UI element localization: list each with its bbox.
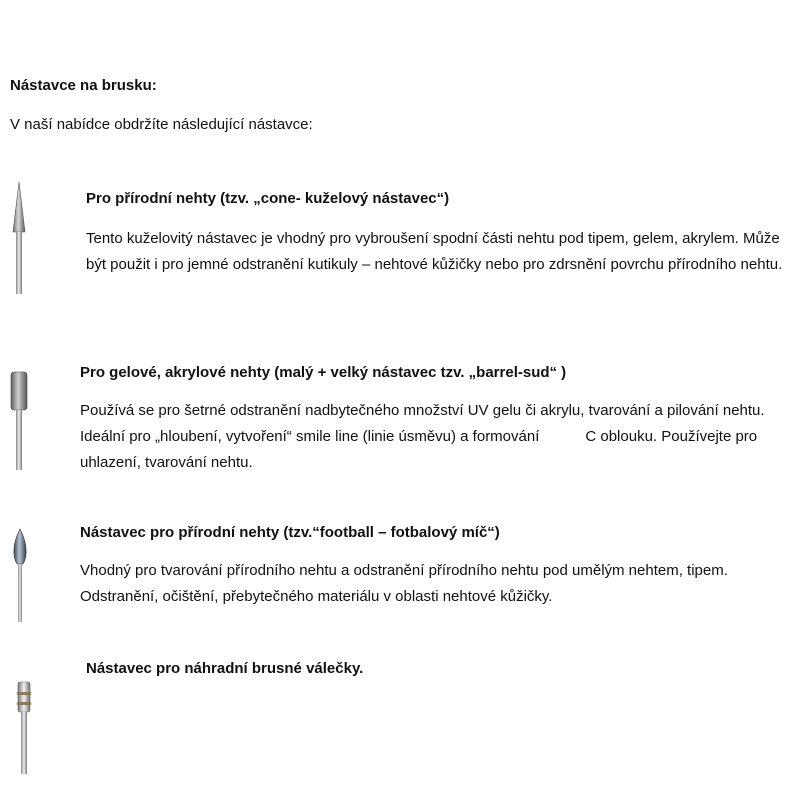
item-title-mandrel: Nástavec pro náhradní brusné válečky. [86,660,364,677]
desc-line-part: Ideální pro „hloubení, vytvoření“ smile line (linie úsměvu) a formování [80,428,540,445]
item-title-barrel: Pro gelové, akrylové nehty (malý + velký nástavec tzv. „barrel-sud“ ) [80,364,567,381]
intro-text: V naší nabídce obdržíte následující nástavce: [10,116,313,133]
football-bit-icon [8,528,32,624]
desc-line-part: C oblouku. Používejte pro [585,428,758,445]
desc-line: Vhodný pro tvarování přírodního nehtu a odstranění přírodního nehtu pod umělým nehtem, tipem. [80,562,728,579]
cone-bit-icon [6,180,32,296]
desc-line: být použit i pro jemné odstranění kutikuly – nehtové kůžičky nebo pro zdrsnění povrchu přírodního nehtu. [86,256,783,273]
desc-line: Odstranění, očištění, přebytečného materiálu v oblasti nehtové kůžičky. [80,588,553,605]
item-title-cone: Pro přírodní nehty (tzv. „cone- kuželový nástavec“) [86,190,450,207]
mandrel-bit-icon [12,680,36,776]
desc-line: Tento kuželovitý nástavec je vhodný pro vybroušení spodní části nehtu pod tipem, gelem, akrylem. Může [86,230,780,247]
item-desc-football [80,558,728,610]
item-title-football: Nástavec pro přírodní nehty (tzv.“football – fotbalový míč“) [80,524,500,541]
item-desc-cone [86,226,782,278]
item-desc-barrel [80,398,765,476]
desc-line: Používá se pro šetrné odstranění nadbytečného množství UV gelu či akrylu, tvarování a pilování nehtu. [80,402,765,419]
desc-line: uhlazení, tvarování nehtu. [80,454,253,471]
desc-line [80,424,765,450]
barrel-bit-icon [6,370,32,472]
page-title: Nástavce na brusku: [10,77,157,94]
